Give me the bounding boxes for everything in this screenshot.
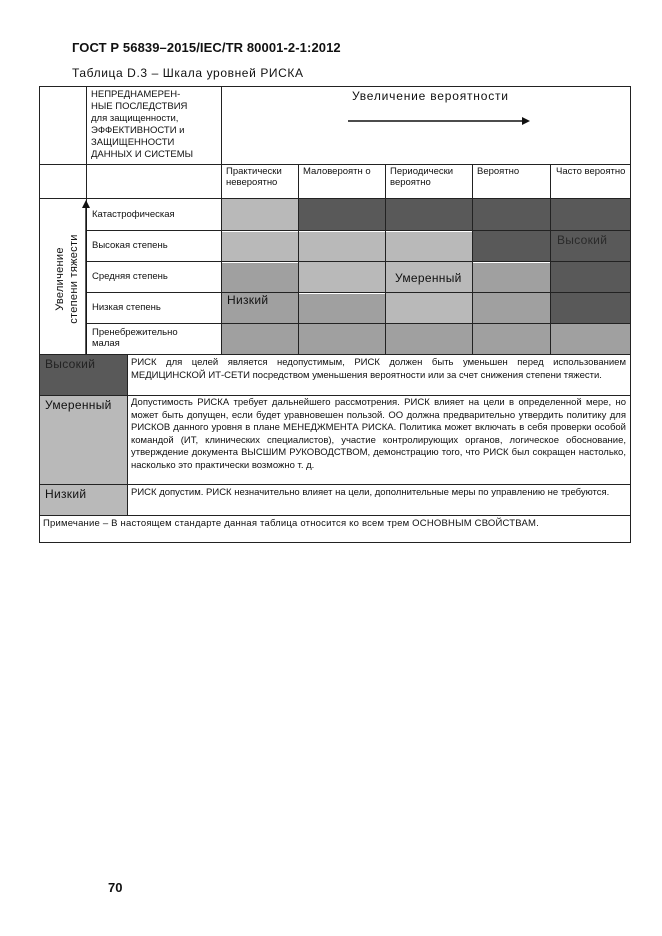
table-rule [298,164,299,355]
zone-moderate-cell [473,263,550,354]
table-rule [39,164,631,165]
legend-text-high: РИСК для целей является недопустимым, РИСК должен быть уменьшен перед использованием МЕДИЦИНСКОЙ ИТ-СЕТИ посредством уменьшения вероятности или за счет снижения степени тяжести. [131,357,626,381]
probability-level: Вероятно [477,166,520,177]
legend-text-low: РИСК допустим. РИСК незначительно влияет на цели, дополнительные меры по управлению не требуются. [131,487,610,498]
severity-level: Средняя степень [92,271,168,282]
table-border [39,542,631,543]
probability-level: Часто вероятно [556,166,626,177]
zone-low-cell [222,199,298,230]
table-rule [472,164,473,355]
page-number: 70 [108,880,123,895]
table-rule [127,354,128,516]
severity-axis-label: Увеличение степени тяжести [54,234,80,324]
table-rule [221,86,222,355]
table-note: Примечание – В настоящем стандарте данная таблица относится ко всем трем ОСНОВНЫМ СВОЙСТВАМ. [43,518,540,529]
zone-moderate-cell [551,324,630,354]
table-border [39,86,631,87]
table-rule [87,292,630,293]
table-rule [550,164,551,355]
zone-moderate-cell [299,232,385,292]
zone-label-low: Низкий [227,293,269,307]
severity-level: Низкая степень [92,302,161,313]
zone-moderate-cell [386,324,472,354]
table-border [39,86,40,543]
zone-label-moderate: Умеренный [395,271,462,285]
table-rule [87,323,630,324]
severity-level: Катастрофическая [92,209,175,220]
consequence-header: НЕПРЕДНАМЕРЕН- НЫЕ ПОСЛЕДСТВИЯ для защищенности, ЭФФЕКТИВНОСТИ и ЗАЩИЩЕННОСТИ ДАННЫХ И СИСТЕМЫ [91,89,194,160]
severity-level: Высокая степень [92,240,168,251]
table-rule [86,86,87,199]
severity-level: Пренебрежительно малая [92,327,178,349]
arrow-right-icon [346,116,532,126]
table-rule [87,230,630,231]
legend-text-moderate: Допустимость РИСКА требует дальнейшего рассмотрения. РИСК влияет на цели в определенной мере, но может быть допущен, если будет уравновешен пользой. ОО должна предварительно утвердить политику для РИСКОВ данного уровня в плане МЕНЕДЖМЕНТА РИСКА. Политика может включать в себя проверки особой командой (ИТ, клинических специалистов), участие контролирующих органов, логическое обоснование, утверждение документа ВЫСШИМ РУКОВОДСТВОМ, демонстрацию того, что РИСК был сокращен настолько, насколько это практически возможно т. д. [131,397,626,471]
table-rule [385,164,386,355]
probability-level: Маловероятн о [303,166,371,177]
zone-high-cell [386,199,472,230]
table-border [630,86,631,543]
legend-label-low: Низкий [45,487,87,501]
zone-label-high: Высокий [557,233,608,247]
legend-label-moderate: Умеренный [45,398,112,412]
probability-level: Периодически вероятно [390,166,454,188]
zone-low-cell [222,263,298,354]
zone-high-cell [299,199,385,230]
probability-level: Практически невероятно [226,166,282,188]
probability-header: Увеличение вероятности [352,89,509,103]
legend-label-high: Высокий [45,357,96,371]
zone-low-cell [222,232,298,262]
document-header: ГОСТ Р 56839–2015/IEC/TR 80001-2-1:2012 [72,40,341,55]
table-rule [87,261,630,262]
table-caption: Таблица D.3 – Шкала уровней РИСКА [72,66,304,80]
table-rule [39,198,631,199]
zone-low-cell [299,294,385,354]
